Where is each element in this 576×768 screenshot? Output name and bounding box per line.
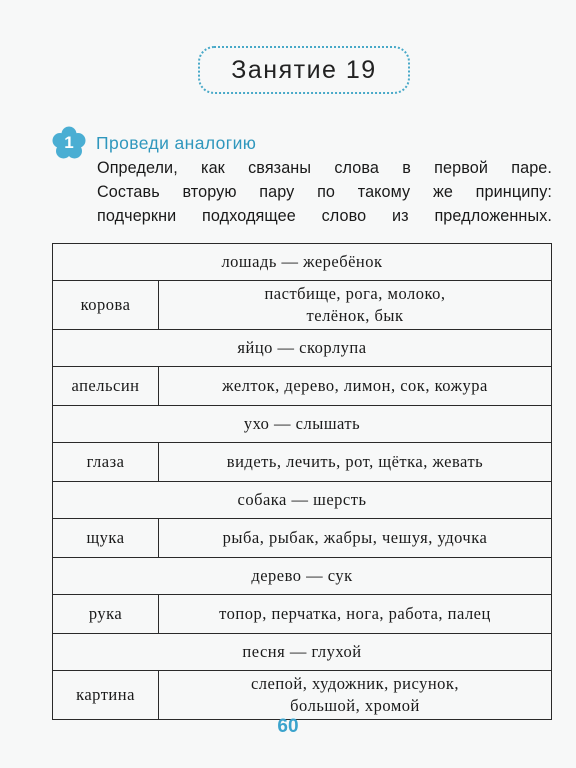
- task-instructions: [97, 156, 552, 228]
- word-options[interactable]: [159, 367, 552, 406]
- word-options[interactable]: [159, 281, 552, 330]
- answer-row: [53, 443, 552, 482]
- word-options[interactable]: [159, 443, 552, 482]
- example-pair: лошадь — жеребёнок: [53, 244, 552, 281]
- analogy-table: [52, 243, 552, 720]
- example-pair: ухо — слышать: [53, 406, 552, 443]
- word-options[interactable]: [159, 519, 552, 558]
- answer-row: [53, 281, 552, 330]
- options-line: телёнок, бык: [306, 306, 404, 325]
- example-pair: дерево — сук: [53, 558, 552, 595]
- flower-number-icon: [52, 126, 86, 160]
- given-word: рука: [53, 595, 159, 634]
- options-line: видеть, лечить, рот, щётка, жевать: [226, 452, 484, 471]
- given-word: щука: [53, 519, 159, 558]
- answer-row: [53, 595, 552, 634]
- example-pair: собака — шерсть: [53, 482, 552, 519]
- word-options[interactable]: [159, 671, 552, 720]
- options-line: пастбище, рога, молоко,: [264, 284, 446, 303]
- given-word: картина: [53, 671, 159, 720]
- options-line: большой, хромой: [290, 696, 420, 715]
- answer-row: [53, 519, 552, 558]
- given-word: корова: [53, 281, 159, 330]
- lesson-title: Занятие 19: [198, 46, 410, 94]
- task-title: Проведи аналогию: [96, 132, 257, 153]
- example-pair-row: [53, 634, 552, 671]
- options-line: топор, перчатка, нога, работа, палец: [219, 604, 491, 623]
- options-line: желток, дерево, лимон, сок, кожура: [222, 376, 488, 395]
- example-pair-row: [53, 558, 552, 595]
- word-options[interactable]: [159, 595, 552, 634]
- options-line: слепой, художник, рисунок,: [250, 674, 460, 693]
- instruction-line: подчеркни подходящее слово из предложенных.: [97, 207, 552, 225]
- options-line: рыба, рыбак, жабры, чешуя, удочка: [222, 528, 488, 547]
- answer-row: [53, 671, 552, 720]
- given-word: апельсин: [53, 367, 159, 406]
- page-number: 60: [277, 716, 299, 737]
- answer-row: [53, 367, 552, 406]
- instruction-line: Определи, как связаны слова в первой паре.: [97, 159, 552, 177]
- example-pair-row: [53, 406, 552, 443]
- task-header: [52, 126, 256, 160]
- example-pair-row: [53, 482, 552, 519]
- instruction-line: Составь вторую пару по такому же принципу:: [97, 183, 552, 201]
- example-pair: песня — глухой: [53, 634, 552, 671]
- example-pair-row: [53, 244, 552, 281]
- example-pair-row: [53, 330, 552, 367]
- example-pair: яйцо — скорлупа: [53, 330, 552, 367]
- task-number: 1: [64, 133, 74, 152]
- given-word: глаза: [53, 443, 159, 482]
